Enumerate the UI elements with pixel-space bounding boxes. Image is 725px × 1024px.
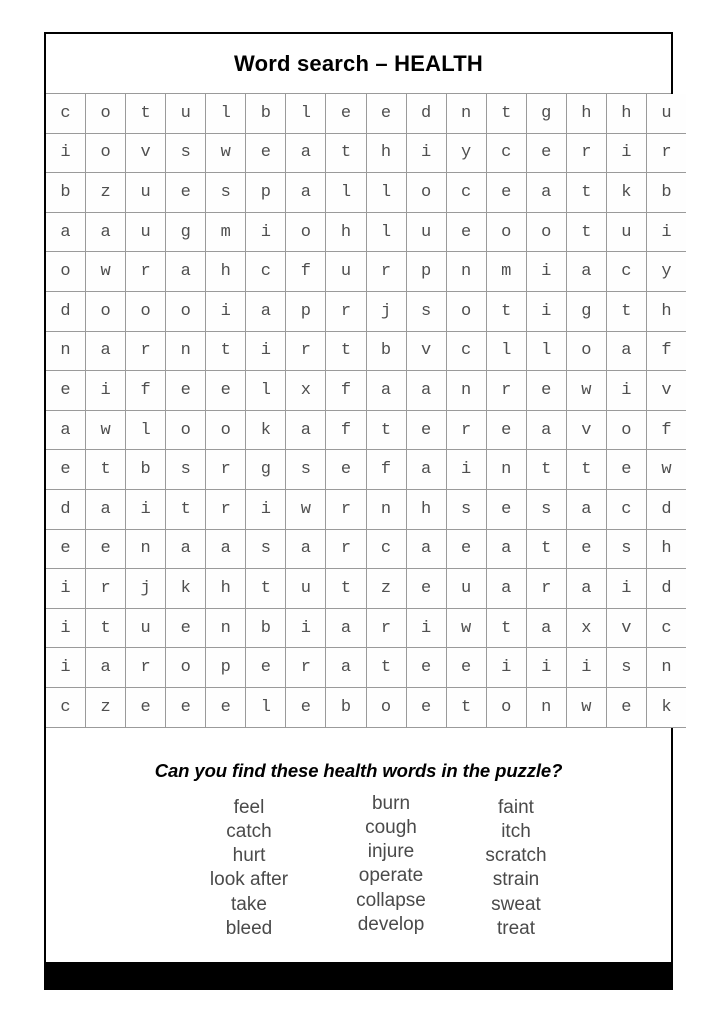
grid-cell[interactable]: n bbox=[166, 331, 206, 371]
grid-cell[interactable]: l bbox=[286, 94, 326, 133]
grid-cell[interactable]: a bbox=[566, 569, 606, 609]
grid-cell[interactable]: f bbox=[646, 331, 686, 371]
grid-cell[interactable]: o bbox=[166, 648, 206, 688]
grid-cell[interactable]: t bbox=[566, 212, 606, 252]
grid-cell[interactable]: w bbox=[566, 687, 606, 727]
grid-cell[interactable]: x bbox=[566, 608, 606, 648]
grid-cell[interactable]: c bbox=[46, 94, 86, 133]
grid-cell[interactable]: g bbox=[566, 291, 606, 331]
grid-cell[interactable]: i bbox=[126, 489, 166, 529]
grid-cell[interactable]: l bbox=[486, 331, 526, 371]
grid-cell[interactable]: a bbox=[566, 252, 606, 292]
word-list-item: itch bbox=[501, 820, 531, 842]
grid-cell[interactable]: i bbox=[526, 648, 566, 688]
grid-cell[interactable]: d bbox=[406, 94, 446, 133]
grid-cell[interactable]: a bbox=[606, 331, 646, 371]
grid-cell[interactable]: t bbox=[326, 133, 366, 173]
grid-cell[interactable]: c bbox=[446, 331, 486, 371]
grid-cell[interactable]: r bbox=[206, 489, 246, 529]
grid-cell[interactable]: o bbox=[406, 173, 446, 213]
grid-cell[interactable]: h bbox=[566, 94, 606, 133]
grid-cell[interactable]: b bbox=[366, 331, 406, 371]
grid-cell[interactable]: a bbox=[526, 608, 566, 648]
grid-cell[interactable]: w bbox=[566, 371, 606, 411]
grid-cell[interactable]: s bbox=[606, 648, 646, 688]
grid-cell[interactable]: n bbox=[46, 331, 86, 371]
grid-cell[interactable]: e bbox=[406, 648, 446, 688]
grid-cell[interactable]: v bbox=[126, 133, 166, 173]
grid-cell[interactable]: f bbox=[126, 371, 166, 411]
grid-cell[interactable]: n bbox=[646, 648, 686, 688]
grid-cell[interactable]: v bbox=[406, 331, 446, 371]
grid-cell[interactable]: r bbox=[646, 133, 686, 173]
grid-cell[interactable]: d bbox=[646, 569, 686, 609]
grid-cell[interactable]: w bbox=[286, 489, 326, 529]
grid-cell[interactable]: c bbox=[486, 133, 526, 173]
grid-cell[interactable]: o bbox=[526, 212, 566, 252]
grid-cell[interactable]: a bbox=[526, 173, 566, 213]
grid-row bbox=[46, 331, 686, 371]
grid-cell[interactable]: a bbox=[206, 529, 246, 569]
grid-cell[interactable]: g bbox=[166, 212, 206, 252]
grid-cell[interactable]: o bbox=[86, 133, 126, 173]
grid-cell[interactable]: p bbox=[286, 291, 326, 331]
grid-cell[interactable]: e bbox=[246, 133, 286, 173]
grid-cell[interactable]: v bbox=[646, 371, 686, 411]
word-list-item: cough bbox=[365, 816, 417, 838]
grid-cell[interactable]: b bbox=[126, 450, 166, 490]
grid-cell[interactable]: b bbox=[246, 94, 286, 133]
grid-cell[interactable]: h bbox=[646, 291, 686, 331]
grid-cell[interactable]: b bbox=[246, 608, 286, 648]
grid-cell[interactable]: o bbox=[486, 687, 526, 727]
grid-cell[interactable]: r bbox=[526, 569, 566, 609]
grid-cell[interactable]: e bbox=[406, 410, 446, 450]
grid-cell[interactable]: i bbox=[246, 331, 286, 371]
grid-cell[interactable]: o bbox=[366, 687, 406, 727]
grid-cell[interactable]: a bbox=[526, 410, 566, 450]
grid-cell[interactable]: i bbox=[526, 291, 566, 331]
grid-row bbox=[46, 608, 686, 648]
grid-cell[interactable]: t bbox=[86, 608, 126, 648]
grid-cell[interactable]: h bbox=[646, 529, 686, 569]
grid-cell[interactable]: i bbox=[606, 133, 646, 173]
grid-cell[interactable]: r bbox=[566, 133, 606, 173]
grid-cell[interactable]: l bbox=[526, 331, 566, 371]
grid-cell[interactable]: e bbox=[166, 173, 206, 213]
word-list-item: operate bbox=[358, 865, 424, 887]
grid-cell[interactable]: t bbox=[246, 569, 286, 609]
word-list-item: hurt bbox=[232, 845, 266, 867]
grid-cell[interactable]: f bbox=[326, 371, 366, 411]
word-list-item: feel bbox=[233, 796, 265, 818]
grid-cell[interactable]: t bbox=[326, 331, 366, 371]
grid-cell[interactable]: o bbox=[86, 291, 126, 331]
grid-cell[interactable]: a bbox=[406, 529, 446, 569]
grid-cell[interactable]: b bbox=[646, 173, 686, 213]
grid-cell[interactable]: i bbox=[486, 648, 526, 688]
word-list-item: collapse bbox=[356, 889, 426, 911]
grid-cell[interactable]: z bbox=[86, 173, 126, 213]
grid-cell[interactable]: e bbox=[606, 687, 646, 727]
grid-cell[interactable]: e bbox=[46, 371, 86, 411]
grid-cell[interactable]: a bbox=[86, 212, 126, 252]
grid-cell[interactable]: e bbox=[326, 450, 366, 490]
grid-cell[interactable]: a bbox=[566, 489, 606, 529]
grid-cell[interactable]: t bbox=[126, 94, 166, 133]
grid-cell[interactable]: t bbox=[206, 331, 246, 371]
grid-cell[interactable]: r bbox=[286, 648, 326, 688]
grid-cell[interactable]: d bbox=[646, 489, 686, 529]
grid-cell[interactable]: u bbox=[166, 94, 206, 133]
grid-cell[interactable]: e bbox=[166, 371, 206, 411]
grid-cell[interactable]: a bbox=[166, 529, 206, 569]
grid-cell[interactable]: n bbox=[446, 94, 486, 133]
grid-cell[interactable]: a bbox=[486, 529, 526, 569]
grid-cell[interactable]: p bbox=[406, 252, 446, 292]
title-band bbox=[46, 34, 671, 94]
grid-cell[interactable]: a bbox=[86, 648, 126, 688]
word-list-item: scratch bbox=[485, 845, 547, 867]
grid-cell[interactable]: j bbox=[366, 291, 406, 331]
grid-cell[interactable]: e bbox=[46, 450, 86, 490]
grid-row bbox=[46, 371, 686, 411]
grid-cell[interactable]: l bbox=[246, 371, 286, 411]
grid-cell[interactable]: t bbox=[166, 489, 206, 529]
grid-cell[interactable]: t bbox=[446, 687, 486, 727]
grid-cell[interactable]: w bbox=[86, 410, 126, 450]
grid-cell[interactable]: r bbox=[126, 252, 166, 292]
grid-cell[interactable]: r bbox=[486, 371, 526, 411]
grid-cell[interactable]: u bbox=[286, 569, 326, 609]
grid-row bbox=[46, 529, 686, 569]
grid-cell[interactable]: r bbox=[86, 569, 126, 609]
grid-cell[interactable]: e bbox=[166, 687, 206, 727]
grid-cell[interactable]: l bbox=[366, 173, 406, 213]
grid-row bbox=[46, 489, 686, 529]
grid-cell[interactable]: e bbox=[326, 94, 366, 133]
grid-cell[interactable]: r bbox=[366, 608, 406, 648]
grid-cell[interactable]: r bbox=[366, 252, 406, 292]
word-list-item: sweat bbox=[491, 893, 541, 915]
grid-cell[interactable]: c bbox=[606, 252, 646, 292]
grid-cell[interactable]: m bbox=[206, 212, 246, 252]
word-list-column-3 bbox=[408, 796, 624, 942]
grid-cell[interactable]: u bbox=[326, 252, 366, 292]
grid-cell[interactable]: o bbox=[86, 94, 126, 133]
word-list-item: burn bbox=[371, 792, 411, 814]
grid-cell[interactable]: s bbox=[406, 291, 446, 331]
grid-cell[interactable]: h bbox=[606, 94, 646, 133]
grid-cell[interactable]: z bbox=[366, 569, 406, 609]
grid-cell[interactable]: b bbox=[46, 173, 86, 213]
grid-cell[interactable]: c bbox=[606, 489, 646, 529]
grid-cell[interactable]: i bbox=[286, 608, 326, 648]
grid-cell[interactable]: u bbox=[606, 212, 646, 252]
grid-cell[interactable]: s bbox=[526, 489, 566, 529]
grid-cell[interactable]: o bbox=[446, 291, 486, 331]
grid-cell[interactable]: a bbox=[286, 529, 326, 569]
grid-cell[interactable]: i bbox=[606, 569, 646, 609]
grid-cell[interactable]: r bbox=[126, 648, 166, 688]
grid-cell[interactable]: w bbox=[646, 450, 686, 490]
word-list-prompt: Can you find these health words in the puzzle? bbox=[154, 759, 563, 781]
word-list-item: look after bbox=[209, 869, 289, 891]
grid-cell[interactable]: c bbox=[446, 173, 486, 213]
grid-cell[interactable]: a bbox=[486, 569, 526, 609]
grid-cell[interactable]: l bbox=[326, 173, 366, 213]
grid-cell[interactable]: e bbox=[46, 529, 86, 569]
grid-cell[interactable]: v bbox=[606, 608, 646, 648]
grid-cell[interactable]: y bbox=[646, 252, 686, 292]
grid-cell[interactable]: e bbox=[446, 648, 486, 688]
grid-cell[interactable]: n bbox=[486, 450, 526, 490]
grid-row bbox=[46, 173, 686, 213]
grid-cell[interactable]: z bbox=[86, 687, 126, 727]
word-list-item: develop bbox=[357, 913, 425, 935]
grid-cell[interactable]: n bbox=[526, 687, 566, 727]
grid-cell[interactable]: j bbox=[126, 569, 166, 609]
word-list-item: faint bbox=[498, 796, 534, 818]
grid-cell[interactable]: i bbox=[46, 608, 86, 648]
grid-cell[interactable]: f bbox=[366, 450, 406, 490]
grid-cell[interactable]: o bbox=[486, 212, 526, 252]
grid-cell[interactable]: x bbox=[286, 371, 326, 411]
grid-cell[interactable]: s bbox=[246, 529, 286, 569]
grid-cell[interactable]: n bbox=[126, 529, 166, 569]
grid-cell[interactable]: u bbox=[126, 173, 166, 213]
grid-cell[interactable]: i bbox=[46, 569, 86, 609]
grid-cell[interactable]: l bbox=[126, 410, 166, 450]
grid-cell[interactable]: e bbox=[446, 529, 486, 569]
grid-cell[interactable]: a bbox=[286, 133, 326, 173]
grid-cell[interactable]: s bbox=[166, 450, 206, 490]
grid-cell[interactable]: i bbox=[406, 608, 446, 648]
grid-cell[interactable]: a bbox=[326, 608, 366, 648]
grid-cell[interactable]: e bbox=[166, 608, 206, 648]
grid-cell[interactable]: t bbox=[86, 450, 126, 490]
grid-row bbox=[46, 252, 686, 292]
grid-cell[interactable]: m bbox=[486, 252, 526, 292]
grid-cell[interactable]: k bbox=[246, 410, 286, 450]
grid-cell[interactable]: e bbox=[286, 687, 326, 727]
grid-cell[interactable]: w bbox=[206, 133, 246, 173]
grid-cell[interactable]: l bbox=[366, 212, 406, 252]
grid-cell[interactable]: e bbox=[86, 529, 126, 569]
grid-cell[interactable]: a bbox=[46, 212, 86, 252]
grid-cell[interactable]: h bbox=[366, 133, 406, 173]
grid-cell[interactable]: i bbox=[526, 252, 566, 292]
grid-cell[interactable]: e bbox=[486, 173, 526, 213]
grid-cell[interactable]: e bbox=[406, 687, 446, 727]
grid-cell[interactable]: v bbox=[566, 410, 606, 450]
grid-cell[interactable]: t bbox=[366, 648, 406, 688]
grid-cell[interactable]: e bbox=[206, 687, 246, 727]
grid-cell[interactable]: w bbox=[86, 252, 126, 292]
grid-cell[interactable]: i bbox=[246, 489, 286, 529]
grid-cell[interactable]: e bbox=[526, 133, 566, 173]
grid-cell[interactable]: n bbox=[206, 608, 246, 648]
grid-cell[interactable]: a bbox=[246, 291, 286, 331]
grid-cell[interactable]: n bbox=[446, 371, 486, 411]
grid-cell[interactable]: u bbox=[406, 212, 446, 252]
grid-row bbox=[46, 450, 686, 490]
grid-cell[interactable]: s bbox=[286, 450, 326, 490]
grid-cell[interactable]: e bbox=[606, 450, 646, 490]
grid-cell[interactable]: e bbox=[206, 371, 246, 411]
grid-cell[interactable]: c bbox=[366, 529, 406, 569]
grid-cell[interactable]: f bbox=[286, 252, 326, 292]
grid-cell[interactable]: o bbox=[286, 212, 326, 252]
grid-row bbox=[46, 410, 686, 450]
grid-cell[interactable]: e bbox=[486, 410, 526, 450]
grid-cell[interactable]: u bbox=[126, 212, 166, 252]
grid-cell[interactable]: r bbox=[206, 450, 246, 490]
grid-cell[interactable]: t bbox=[486, 94, 526, 133]
grid-cell[interactable]: s bbox=[166, 133, 206, 173]
grid-cell[interactable]: o bbox=[566, 331, 606, 371]
grid-cell[interactable]: o bbox=[206, 410, 246, 450]
grid-cell[interactable]: o bbox=[126, 291, 166, 331]
page-title: Word search – HEALTH bbox=[234, 50, 483, 76]
grid-cell[interactable]: a bbox=[286, 410, 326, 450]
grid-cell[interactable]: t bbox=[526, 450, 566, 490]
grid-cell[interactable]: e bbox=[526, 371, 566, 411]
grid-cell[interactable]: n bbox=[366, 489, 406, 529]
grid-cell[interactable]: h bbox=[406, 489, 446, 529]
grid-cell[interactable]: t bbox=[606, 291, 646, 331]
grid-cell[interactable]: k bbox=[646, 687, 686, 727]
grid-cell[interactable]: s bbox=[446, 489, 486, 529]
worksheet-page bbox=[44, 32, 673, 990]
grid-cell[interactable]: a bbox=[286, 173, 326, 213]
grid-row bbox=[46, 94, 686, 133]
grid-row bbox=[46, 133, 686, 173]
grid-cell[interactable]: s bbox=[206, 173, 246, 213]
grid-row bbox=[46, 212, 686, 252]
grid-cell[interactable]: c bbox=[46, 687, 86, 727]
grid-cell[interactable]: i bbox=[406, 133, 446, 173]
grid-cell[interactable]: i bbox=[46, 648, 86, 688]
grid-cell[interactable]: e bbox=[486, 489, 526, 529]
word-list-item: strain bbox=[492, 869, 540, 891]
bottom-black-bar bbox=[46, 962, 671, 988]
grid-cell[interactable]: l bbox=[246, 687, 286, 727]
grid-cell[interactable]: c bbox=[246, 252, 286, 292]
grid-cell[interactable]: e bbox=[566, 529, 606, 569]
word-list-item: take bbox=[231, 893, 267, 915]
grid-cell[interactable]: o bbox=[46, 252, 86, 292]
grid-cell[interactable]: n bbox=[446, 252, 486, 292]
grid-cell[interactable]: u bbox=[446, 569, 486, 609]
grid-cell[interactable]: a bbox=[46, 410, 86, 450]
grid-cell[interactable]: r bbox=[326, 291, 366, 331]
grid-cell[interactable]: l bbox=[206, 94, 246, 133]
grid-cell[interactable]: s bbox=[606, 529, 646, 569]
grid-cell[interactable]: y bbox=[446, 133, 486, 173]
grid-cell[interactable]: a bbox=[406, 450, 446, 490]
grid-cell[interactable]: r bbox=[326, 489, 366, 529]
word-list-item: catch bbox=[226, 820, 272, 842]
grid-cell[interactable]: t bbox=[486, 291, 526, 331]
grid-cell[interactable]: d bbox=[46, 291, 86, 331]
grid-cell[interactable]: t bbox=[566, 450, 606, 490]
grid-cell[interactable]: t bbox=[526, 529, 566, 569]
grid-cell[interactable]: a bbox=[86, 331, 126, 371]
grid-row bbox=[46, 291, 686, 331]
grid-cell[interactable]: i bbox=[646, 212, 686, 252]
grid-cell[interactable]: t bbox=[366, 410, 406, 450]
grid-cell[interactable]: r bbox=[126, 331, 166, 371]
grid-row bbox=[46, 569, 686, 609]
grid-cell[interactable]: g bbox=[526, 94, 566, 133]
word-list-item: treat bbox=[496, 917, 536, 939]
grid-cell[interactable]: f bbox=[326, 410, 366, 450]
grid-cell[interactable]: r bbox=[446, 410, 486, 450]
grid-cell[interactable]: r bbox=[286, 331, 326, 371]
grid-row bbox=[46, 687, 686, 727]
grid-cell[interactable]: h bbox=[206, 569, 246, 609]
grid-cell[interactable]: e bbox=[406, 569, 446, 609]
grid-cell[interactable]: a bbox=[166, 252, 206, 292]
grid-cell[interactable]: i bbox=[566, 648, 606, 688]
grid-cell[interactable]: a bbox=[86, 489, 126, 529]
grid-cell[interactable]: o bbox=[606, 410, 646, 450]
grid-cell[interactable]: w bbox=[446, 608, 486, 648]
grid-cell[interactable]: a bbox=[406, 371, 446, 411]
grid-row bbox=[46, 648, 686, 688]
grid-cell[interactable]: r bbox=[326, 529, 366, 569]
grid-cell[interactable]: e bbox=[446, 212, 486, 252]
grid-cell[interactable]: i bbox=[46, 133, 86, 173]
grid-cell[interactable]: i bbox=[86, 371, 126, 411]
grid-cell[interactable]: u bbox=[646, 94, 686, 133]
grid-cell[interactable]: p bbox=[246, 173, 286, 213]
grid-cell[interactable]: i bbox=[446, 450, 486, 490]
word-list-section bbox=[46, 728, 671, 964]
grid-cell[interactable]: e bbox=[126, 687, 166, 727]
word-list-columns bbox=[46, 792, 671, 946]
grid-cell[interactable]: a bbox=[366, 371, 406, 411]
grid-cell[interactable]: k bbox=[166, 569, 206, 609]
grid-cell[interactable]: d bbox=[46, 489, 86, 529]
grid-cell[interactable]: k bbox=[606, 173, 646, 213]
grid-cell[interactable]: h bbox=[326, 212, 366, 252]
grid-cell[interactable]: o bbox=[166, 291, 206, 331]
grid-cell[interactable]: t bbox=[486, 608, 526, 648]
grid-cell[interactable]: f bbox=[646, 410, 686, 450]
word-list-item: bleed bbox=[225, 917, 273, 939]
grid-cell[interactable]: e bbox=[246, 648, 286, 688]
grid-cell[interactable]: t bbox=[566, 173, 606, 213]
grid-cell[interactable]: i bbox=[206, 291, 246, 331]
grid-cell[interactable]: u bbox=[126, 608, 166, 648]
grid-cell[interactable]: i bbox=[606, 371, 646, 411]
grid-cell[interactable]: g bbox=[246, 450, 286, 490]
grid-cell[interactable]: t bbox=[326, 569, 366, 609]
grid-cell[interactable]: b bbox=[326, 687, 366, 727]
grid-cell[interactable]: a bbox=[326, 648, 366, 688]
grid-cell[interactable]: c bbox=[646, 608, 686, 648]
grid-cell[interactable]: p bbox=[206, 648, 246, 688]
grid-cell[interactable]: e bbox=[366, 94, 406, 133]
word-list-item: injure bbox=[367, 841, 415, 863]
grid-cell[interactable]: i bbox=[246, 212, 286, 252]
word-search-grid[interactable] bbox=[46, 94, 686, 728]
grid-cell[interactable]: h bbox=[206, 252, 246, 292]
grid-cell[interactable]: o bbox=[166, 410, 206, 450]
